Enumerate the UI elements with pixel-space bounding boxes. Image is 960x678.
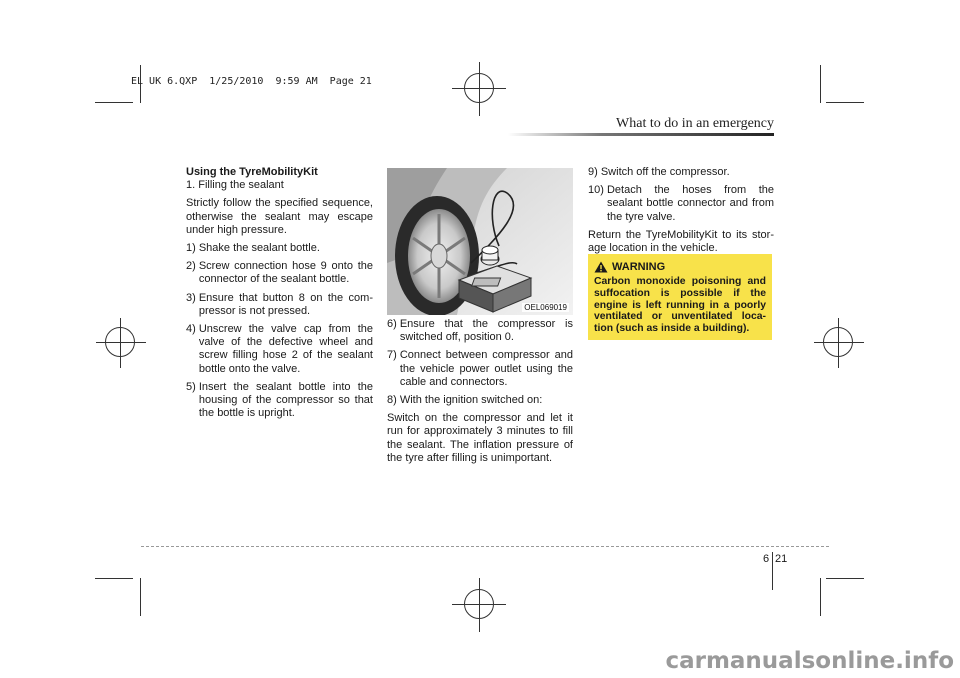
subheading: 1. Filling the sealant (186, 179, 284, 192)
page-number-divider (772, 552, 773, 590)
warning-header (594, 261, 766, 273)
column-3 (588, 166, 774, 260)
warning-box (588, 254, 772, 340)
step-item: 7) Connect between compressor and the vehicle power outlet using the cable and connectors. (387, 349, 573, 388)
step-item: 3) Ensure that button 8 on the com-pressor is not pressed. (186, 291, 373, 317)
chapter-number: 6 (763, 553, 770, 565)
watermark: carmanualsonline.info (665, 648, 954, 674)
step-item: 2) Screw connection hose 9 onto the connector of the sealant bottle. (186, 260, 373, 286)
section-header-title: What to do in an emergency (616, 116, 774, 131)
warning-title: WARNING (612, 261, 666, 273)
crop-mark (95, 578, 133, 579)
figure-code: OEL069019 (524, 303, 567, 312)
crop-mark (95, 102, 133, 103)
step-item: 9) Switch off the compressor. (588, 166, 730, 178)
tyre-mobility-kit-illustration (387, 168, 573, 315)
step-item: 4) Unscrew the valve cap from the valve of the defective wheel and screw filling hose 2 of the sealant bottle onto the valve. (186, 323, 373, 375)
step-item: 8) With the ignition switched on: (387, 394, 543, 407)
section-heading: Using the TyreMobilityKit (186, 166, 318, 178)
crop-mark (826, 102, 864, 103)
column-2 (387, 318, 573, 470)
tyre-compressor-image (387, 168, 573, 315)
print-slug: EL UK 6.QXP 1/25/2010 9:59 AM Page 21 (131, 76, 372, 87)
warning-body: Carbon monoxide poisoning and suffocation is possible if the engine is left running in a poorly ventilated or unventilated loca-tion (such as inside a building). (594, 276, 766, 335)
step-item: 1) Shake the sealant bottle. (186, 242, 320, 255)
header-rule (508, 133, 774, 136)
crop-mark (826, 578, 864, 579)
step-item: 5) Insert the sealant bottle into the housing of the compressor so that the bottle is upright. (186, 380, 373, 420)
step-item: 6) Ensure that the compressor is switched off, position 0. (387, 318, 573, 344)
intro-paragraph: Strictly follow the specified sequence, otherwise the sealant may escape under high pressure. (186, 197, 373, 236)
footer-rule (141, 546, 829, 547)
column-1 (186, 166, 373, 425)
return-paragraph: Return the TyreMobilityKit to its stor-age location in the vehicle. (588, 228, 774, 255)
compressor-paragraph: Switch on the compressor and let it run for approximately 3 minutes to fill the sealant. The inflation pressure of the tyre after filling is unimportant. (387, 412, 573, 464)
crop-mark (140, 578, 141, 616)
crop-mark (820, 578, 821, 616)
step-item: 10) Detach the hoses from the sealant bottle connector and from the tyre valve. (588, 184, 774, 223)
crop-mark (820, 65, 821, 103)
warning-triangle-icon (594, 261, 608, 273)
page-number: 21 (775, 553, 788, 565)
